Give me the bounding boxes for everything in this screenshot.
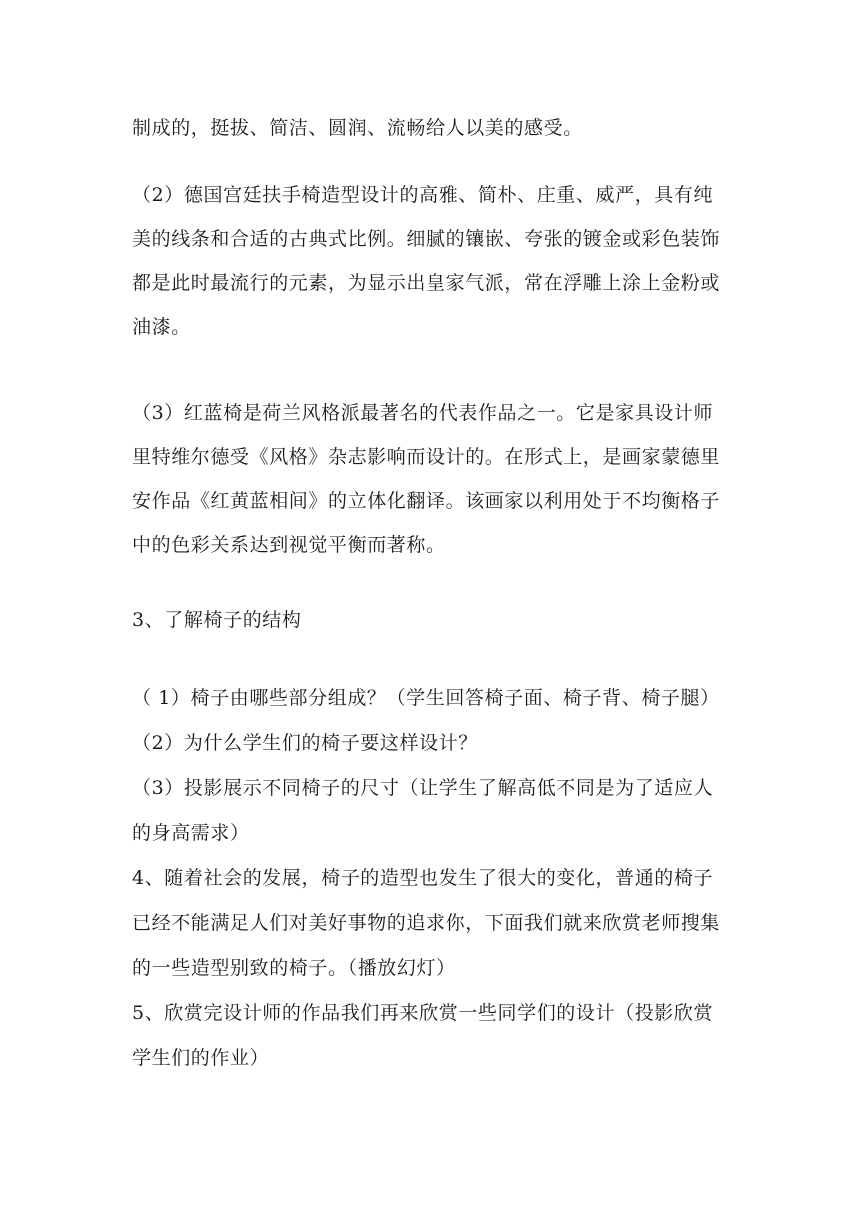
paragraph-line: （2）为什么学生们的椅子要这样设计？ <box>132 732 478 754</box>
paragraph-line: 制成的，挺拔、简洁、圆润、流畅给人以美的感受。 <box>132 117 583 139</box>
paragraph-line: 5、欣赏完设计师的作品我们再来欣赏一些同学们的设计（投影欣赏 <box>132 1002 714 1024</box>
paragraph-line: 的一些造型别致的椅子。（播放幻灯） <box>132 957 456 979</box>
paragraph-line: 油漆。 <box>132 316 191 338</box>
paragraph-line: 中的色彩关系达到视觉平衡而著称。 <box>132 534 446 556</box>
paragraph-line: 安作品《红黄蓝相间》的立体化翻译。该画家以利用处于不均衡格子 <box>132 490 721 512</box>
section-heading: 3、了解椅子的结构 <box>132 609 302 631</box>
paragraph-line: 的身高需求） <box>132 822 250 844</box>
paragraph-line: （3）投影展示不同椅子的尺寸（让学生了解高低不同是为了适应人 <box>132 777 714 799</box>
paragraph-line: 4、随着社会的发展，椅子的造型也发生了很大的变化，普通的椅子 <box>132 867 714 889</box>
paragraph-line: 里特维尔德受《风格》杂志影响而设计的。在形式上，是画家蒙德里 <box>132 446 721 468</box>
paragraph-line: 已经不能满足人们对美好事物的追求你，下面我们就来欣赏老师搜集 <box>132 912 721 934</box>
paragraph-line: 学生们的作业） <box>132 1047 270 1069</box>
paragraph-line: （3）红蓝椅是荷兰风格派最著名的代表作品之一。它是家具设计师 <box>132 402 714 424</box>
paragraph-line: 都是此时最流行的元素，为显示出皇家气派，常在浮雕上涂上金粉或 <box>132 272 721 294</box>
paragraph-line: （2）德国宫廷扶手椅造型设计的高雅、简朴、庄重、威严，具有纯 <box>132 184 714 206</box>
paragraph-line: （ 1）椅子由哪些部分组成？（学生回答椅子面、椅子背、椅子腿） <box>132 687 720 709</box>
paragraph-line: 美的线条和合适的古典式比例。细腻的镶嵌、夸张的镀金或彩色装饰 <box>132 228 721 250</box>
